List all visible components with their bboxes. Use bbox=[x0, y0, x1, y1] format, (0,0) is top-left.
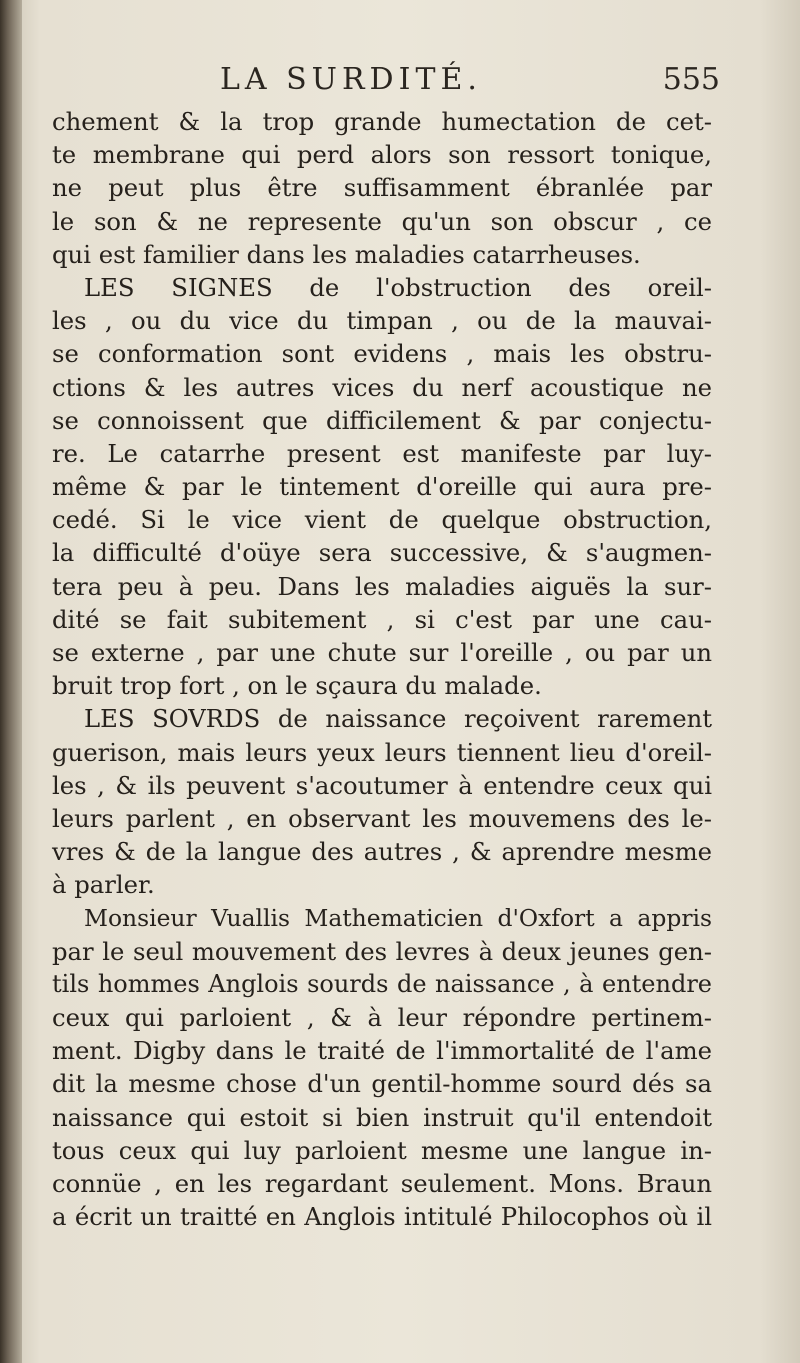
text-line: les , & ils peuvent s'acoutumer à entendre ceux qui bbox=[52, 770, 712, 800]
page-header bbox=[60, 62, 720, 106]
text-line: les , ou du vice du timpan , ou de la mauvai- bbox=[52, 306, 712, 336]
text-line: se connoissent que difficilement & par conjectu- bbox=[52, 405, 712, 435]
text-line: vres & de la langue des autres , & aprendre mesme bbox=[52, 837, 712, 867]
text-line: tera peu à peu. Dans les maladies aiguës la sur- bbox=[52, 571, 712, 601]
text-line: dit la mesme chose d'un gentil-homme sourd dés sa bbox=[52, 1069, 712, 1099]
text-line: se conformation sont evidens , mais les obstru- bbox=[52, 339, 712, 369]
text-line: tils hommes Anglois sourds de naissance , à entendre bbox=[52, 969, 712, 998]
text-line: dité se fait subitement , si c'est par une cau- bbox=[52, 604, 712, 634]
text-line: tous ceux qui luy parloient mesme une langue in- bbox=[52, 1135, 712, 1165]
text-line: cedé. Si le vice vient de quelque obstruction, bbox=[52, 505, 712, 535]
text-line: la difficulté d'oüye sera successive, & s'augmen- bbox=[52, 538, 712, 568]
text-line: par le seul mouvement des levres à deux jeunes gen- bbox=[52, 936, 712, 966]
text-line: naissance qui estoit si bien instruit qu'il entendoit bbox=[52, 1102, 712, 1132]
text-line: LES SIGNES de l'obstruction des oreil- bbox=[84, 272, 712, 302]
text-line: qui est familier dans les maladies catarrheuses. bbox=[52, 239, 641, 269]
text-line: le son & ne represente qu'un son obscur , ce bbox=[52, 206, 712, 236]
text-line: ceux qui parloient , & à leur répondre pertinem- bbox=[52, 1003, 712, 1033]
text-line: se externe , par une chute sur l'oreille , ou par un bbox=[52, 638, 712, 667]
text-line: à parler. bbox=[52, 870, 155, 900]
text-line: bruit trop fort , on le sçaura du malade. bbox=[52, 671, 542, 701]
text-line: leurs parlent , en observant les mouvemens des le- bbox=[52, 803, 712, 833]
text-line: LES SOVRDS de naissance reçoivent rarement bbox=[84, 704, 712, 734]
text-line: te membrane qui perd alors son ressort tonique, bbox=[52, 140, 712, 170]
text-line: a écrit un traitté en Anglois intitulé Philocophos où il bbox=[52, 1202, 712, 1232]
body-text bbox=[52, 105, 712, 1233]
text-line: connüe , en les regardant seulement. Mons. Braun bbox=[52, 1169, 712, 1198]
text-line: ne peut plus être suffisamment ébranlée par bbox=[52, 173, 712, 203]
page-number: 555 bbox=[662, 62, 720, 97]
text-line: guerison, mais leurs yeux leurs tiennent lieu d'oreil- bbox=[52, 737, 712, 767]
text-line: même & par le tintement d'oreille qui aura pre- bbox=[52, 472, 712, 502]
text-line: re. Le catarrhe present est manifeste par luy- bbox=[52, 438, 712, 468]
text-line: ctions & les autres vices du nerf acoustique ne bbox=[52, 372, 712, 402]
text-line: ment. Digby dans le traité de l'immortalité de l'ame bbox=[52, 1036, 712, 1066]
binding-edge bbox=[0, 0, 22, 1363]
text-line: chement & la trop grande humectation de cet- bbox=[52, 107, 712, 136]
running-title: LA SURDITÉ. bbox=[220, 62, 482, 97]
text-line: Monsieur Vuallis Mathematicien d'Oxfort a appris bbox=[84, 903, 712, 932]
